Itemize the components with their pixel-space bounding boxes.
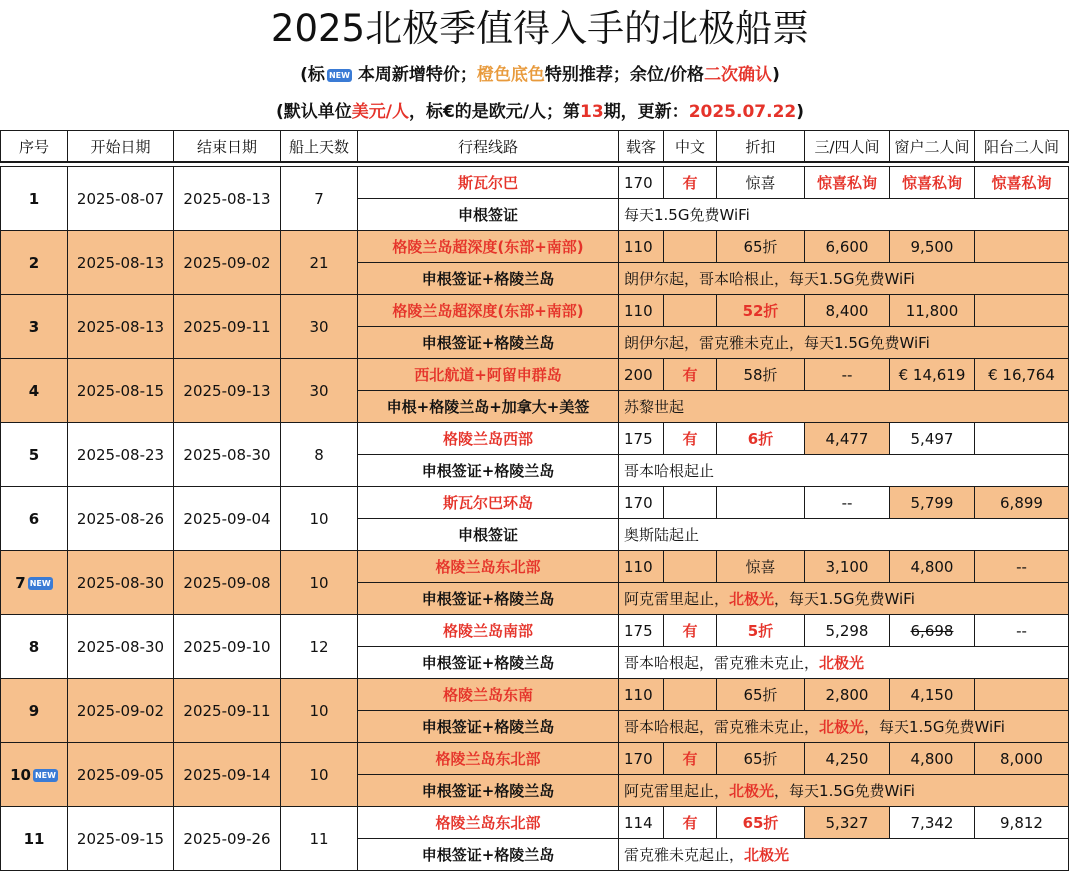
price-window-text: 4,800 [910, 749, 954, 768]
chinese-service: 有 [664, 807, 717, 839]
price-window-text: 5,497 [910, 429, 954, 448]
note-text: 哥本哈根起，雷克雅未克止， [624, 718, 820, 736]
aurora-label: 北极光 [729, 590, 775, 608]
chinese-service [664, 679, 717, 711]
price-window-double [890, 679, 975, 711]
itinerary-note [619, 263, 1069, 295]
row-number [1, 487, 68, 551]
price-balcony-double: -- [975, 551, 1069, 583]
visa-requirement: 申根签证+格陵兰岛 [358, 647, 619, 679]
price-window-double [890, 487, 975, 519]
days-onboard: 10 [281, 743, 358, 807]
row-number [1, 615, 68, 679]
end-date: 2025-08-13 [174, 167, 281, 231]
end-date: 2025-09-26 [174, 807, 281, 871]
days-onboard: 11 [281, 807, 358, 871]
row-number-text: 4 [28, 381, 40, 400]
aurora-label: 北极光 [819, 654, 865, 672]
start-date: 2025-08-15 [68, 359, 174, 423]
chinese-service: 有 [664, 167, 717, 199]
end-date: 2025-09-11 [174, 679, 281, 743]
sheet-header [0, 0, 1080, 130]
capacity: 110 [619, 295, 664, 327]
note-text: 朗伊尔起，雷克雅未克止，每天1.5G免费WiFi [624, 334, 930, 352]
days-onboard: 10 [281, 679, 358, 743]
legend-text: (标 [300, 65, 325, 85]
row-number [1, 423, 68, 487]
discount: 5折 [717, 615, 805, 647]
start-date: 2025-08-13 [68, 295, 174, 359]
row-number [1, 551, 68, 615]
itinerary-note [619, 583, 1069, 615]
chinese-service [664, 487, 717, 519]
chinese-service: 有 [664, 743, 717, 775]
note-text: ，每天1.5G免费WiFi [774, 590, 915, 608]
itinerary-note [619, 327, 1069, 359]
page-title: 2025北极季值得入手的北极船票 [270, 7, 810, 50]
route-name: 格陵兰岛超深度(东部+南部) [358, 231, 619, 263]
capacity: 114 [619, 807, 664, 839]
row-number [1, 359, 68, 423]
route-name: 格陵兰岛东北部 [358, 743, 619, 775]
price-balcony-double: 9,812 [975, 807, 1069, 839]
row-number [1, 743, 68, 807]
col-header: 中文 [664, 131, 717, 163]
price-balcony-double [975, 679, 1069, 711]
table-row [1, 167, 1069, 199]
row-number-text: 7 [15, 573, 26, 592]
price-triple-quad: 5,327 [805, 807, 890, 839]
aurora-label: 北极光 [819, 718, 865, 736]
itinerary-note [619, 199, 1069, 231]
header-row [1, 131, 1069, 163]
table-body [1, 162, 1069, 871]
unit-text: ，标€的是欧元/人；第 [408, 102, 581, 122]
visa-requirement: 申根签证 [358, 519, 619, 551]
chinese-service: 有 [664, 359, 717, 391]
col-header: 窗户二人间 [890, 131, 975, 163]
col-header: 开始日期 [68, 131, 174, 163]
price-balcony-double: -- [975, 615, 1069, 647]
end-date: 2025-09-10 [174, 615, 281, 679]
price-balcony-double: 惊喜私询 [975, 167, 1069, 199]
aurora-label: 北极光 [729, 782, 775, 800]
capacity: 170 [619, 167, 664, 199]
price-triple-quad: 4,477 [805, 423, 890, 455]
price-balcony-double [975, 423, 1069, 455]
table-row [1, 487, 1069, 519]
start-date: 2025-08-26 [68, 487, 174, 551]
chinese-service [664, 295, 717, 327]
table-row [1, 295, 1069, 327]
issue-number: 13 [580, 102, 604, 122]
price-window-text: 5,799 [910, 493, 954, 512]
note-text: ，每天1.5G免费WiFi [774, 782, 915, 800]
start-date: 2025-09-15 [68, 807, 174, 871]
table-row [1, 743, 1069, 775]
price-window-double [890, 743, 975, 775]
price-window-double [890, 615, 975, 647]
new-icon: NEW [34, 770, 56, 780]
update-date: 2025.07.22 [688, 102, 797, 122]
note-text: 奥斯陆起止 [624, 526, 700, 544]
route-name: 格陵兰岛东北部 [358, 807, 619, 839]
end-date: 2025-09-02 [174, 231, 281, 295]
days-onboard: 30 [281, 359, 358, 423]
route-name: 格陵兰岛南部 [358, 615, 619, 647]
row-number-text: 11 [23, 829, 45, 848]
days-onboard: 10 [281, 551, 358, 615]
start-date: 2025-08-30 [68, 615, 174, 679]
capacity: 110 [619, 679, 664, 711]
row-number [1, 295, 68, 359]
capacity: 170 [619, 743, 664, 775]
price-balcony-double: € 16,764 [975, 359, 1069, 391]
start-date: 2025-09-02 [68, 679, 174, 743]
note-text: 哥本哈根起止 [624, 462, 715, 480]
capacity: 175 [619, 423, 664, 455]
legend-text: 特别推荐；余位/价格 [544, 65, 705, 85]
price-window-double [890, 231, 975, 263]
route-name: 格陵兰岛东北部 [358, 551, 619, 583]
price-window-double [890, 807, 975, 839]
visa-requirement: 申根签证+格陵兰岛 [358, 583, 619, 615]
note-text: 每天1.5G免费WiFi [624, 206, 750, 224]
note-text: 哥本哈根起，雷克雅未克止， [624, 654, 820, 672]
itinerary-note [619, 455, 1069, 487]
price-window-struck: 6,698 [910, 621, 954, 640]
discount: 65折 [717, 231, 805, 263]
note-text: 雷克雅未克起止， [624, 846, 745, 864]
visa-requirement: 申根签证+格陵兰岛 [358, 263, 619, 295]
row-number-text: 2 [28, 253, 40, 272]
col-header: 结束日期 [174, 131, 281, 163]
table-row [1, 807, 1069, 839]
visa-requirement: 申根签证 [358, 199, 619, 231]
col-header: 船上天数 [281, 131, 358, 163]
price-window-text: 9,500 [910, 237, 954, 256]
discount: 65折 [717, 679, 805, 711]
col-header: 序号 [1, 131, 68, 163]
price-triple-quad: 6,600 [805, 231, 890, 263]
price-triple-quad: 惊喜私询 [805, 167, 890, 199]
aurora-label: 北极光 [744, 846, 790, 864]
discount [717, 487, 805, 519]
end-date: 2025-09-14 [174, 743, 281, 807]
capacity: 170 [619, 487, 664, 519]
row-number [1, 231, 68, 295]
discount: 6折 [717, 423, 805, 455]
unit-red-text: 美元/人 [351, 102, 409, 122]
chinese-service [664, 551, 717, 583]
row-number-text: 1 [28, 189, 40, 208]
visa-requirement: 申根签证+格陵兰岛 [358, 775, 619, 807]
table-row [1, 423, 1069, 455]
end-date: 2025-09-13 [174, 359, 281, 423]
table-row [1, 231, 1069, 263]
route-name: 格陵兰岛超深度(东部+南部) [358, 295, 619, 327]
note-text: 阿克雷里起止， [624, 782, 730, 800]
note-text: 苏黎世起 [624, 398, 685, 416]
price-triple-quad: -- [805, 487, 890, 519]
chinese-service: 有 [664, 615, 717, 647]
days-onboard: 10 [281, 487, 358, 551]
new-icon: NEW [328, 70, 350, 80]
price-balcony-double: 6,899 [975, 487, 1069, 519]
discount: 65折 [717, 743, 805, 775]
row-number [1, 807, 68, 871]
legend-orange-text: 橙色底色 [476, 65, 545, 85]
route-name: 西北航道+阿留申群岛 [358, 359, 619, 391]
row-number-text: 10 [10, 765, 31, 784]
row-number-text: 5 [28, 445, 40, 464]
end-date: 2025-09-08 [174, 551, 281, 615]
price-window-text: 4,800 [910, 557, 954, 576]
price-window-double [890, 423, 975, 455]
row-number-text: 8 [28, 637, 40, 656]
price-window-double [890, 551, 975, 583]
price-window-text: 惊喜私询 [901, 174, 962, 192]
start-date: 2025-08-30 [68, 551, 174, 615]
itinerary-note [619, 839, 1069, 871]
days-onboard: 21 [281, 231, 358, 295]
price-window-text: € 14,619 [898, 365, 966, 384]
price-triple-quad: 4,250 [805, 743, 890, 775]
days-onboard: 30 [281, 295, 358, 359]
legend-text: 本周新增特价； [351, 65, 477, 85]
visa-requirement: 申根签证+格陵兰岛 [358, 327, 619, 359]
cruise-table [0, 130, 1069, 871]
price-balcony-double [975, 231, 1069, 263]
end-date: 2025-09-11 [174, 295, 281, 359]
col-header: 折扣 [717, 131, 805, 163]
itinerary-note [619, 391, 1069, 423]
discount: 52折 [717, 295, 805, 327]
note-text: ，每天1.5G免费WiFi [864, 718, 1005, 736]
discount: 惊喜 [717, 551, 805, 583]
capacity: 175 [619, 615, 664, 647]
price-window-double [890, 295, 975, 327]
start-date: 2025-08-13 [68, 231, 174, 295]
table-row [1, 551, 1069, 583]
price-window-text: 4,150 [910, 685, 954, 704]
price-triple-quad: 8,400 [805, 295, 890, 327]
days-onboard: 8 [281, 423, 358, 487]
note-text: 朗伊尔起，哥本哈根止，每天1.5G免费WiFi [624, 270, 915, 288]
row-number-text: 3 [28, 317, 40, 336]
discount: 58折 [717, 359, 805, 391]
visa-requirement: 申根签证+格陵兰岛 [358, 839, 619, 871]
start-date: 2025-08-07 [68, 167, 174, 231]
note-text: 阿克雷里起止， [624, 590, 730, 608]
visa-requirement: 申根+格陵兰岛+加拿大+美签 [358, 391, 619, 423]
visa-requirement: 申根签证+格陵兰岛 [358, 711, 619, 743]
col-header: 行程线路 [358, 131, 619, 163]
price-triple-quad: 5,298 [805, 615, 890, 647]
chinese-service [664, 231, 717, 263]
itinerary-note [619, 519, 1069, 551]
route-name: 格陵兰岛西部 [358, 423, 619, 455]
unit-text: ) [796, 102, 805, 122]
legend-line [0, 56, 1080, 94]
price-triple-quad: 3,100 [805, 551, 890, 583]
start-date: 2025-08-23 [68, 423, 174, 487]
price-triple-quad: 2,800 [805, 679, 890, 711]
unit-text: 期，更新： [603, 102, 689, 122]
itinerary-note [619, 775, 1069, 807]
itinerary-note [619, 647, 1069, 679]
capacity: 110 [619, 551, 664, 583]
table-row [1, 359, 1069, 391]
capacity: 110 [619, 231, 664, 263]
new-icon: NEW [29, 578, 51, 588]
discount: 65折 [717, 807, 805, 839]
days-onboard: 7 [281, 167, 358, 231]
route-name: 斯瓦尔巴环岛 [358, 487, 619, 519]
row-number [1, 167, 68, 231]
unit-text: (默认单位 [275, 102, 352, 122]
price-balcony-double [975, 295, 1069, 327]
visa-requirement: 申根签证+格陵兰岛 [358, 455, 619, 487]
price-window-double [890, 167, 975, 199]
discount: 惊喜 [717, 167, 805, 199]
price-balcony-double: 8,000 [975, 743, 1069, 775]
col-header: 阳台二人间 [975, 131, 1069, 163]
col-header: 载客 [619, 131, 664, 163]
start-date: 2025-09-05 [68, 743, 174, 807]
row-number [1, 679, 68, 743]
end-date: 2025-09-04 [174, 487, 281, 551]
days-onboard: 12 [281, 615, 358, 679]
price-window-double [890, 359, 975, 391]
route-name: 斯瓦尔巴 [358, 167, 619, 199]
row-number-text: 6 [28, 509, 40, 528]
route-name: 格陵兰岛东南 [358, 679, 619, 711]
end-date: 2025-08-30 [174, 423, 281, 487]
itinerary-note [619, 711, 1069, 743]
capacity: 200 [619, 359, 664, 391]
chinese-service: 有 [664, 423, 717, 455]
table-row [1, 615, 1069, 647]
price-window-text: 7,342 [910, 813, 954, 832]
col-header: 三/四人间 [805, 131, 890, 163]
price-triple-quad: -- [805, 359, 890, 391]
legend-text: ) [772, 65, 780, 85]
table-row [1, 679, 1069, 711]
price-window-text: 11,800 [905, 301, 959, 320]
legend-red-text: 二次确认 [704, 65, 773, 85]
row-number-text: 9 [28, 701, 40, 720]
unit-line [0, 94, 1080, 130]
